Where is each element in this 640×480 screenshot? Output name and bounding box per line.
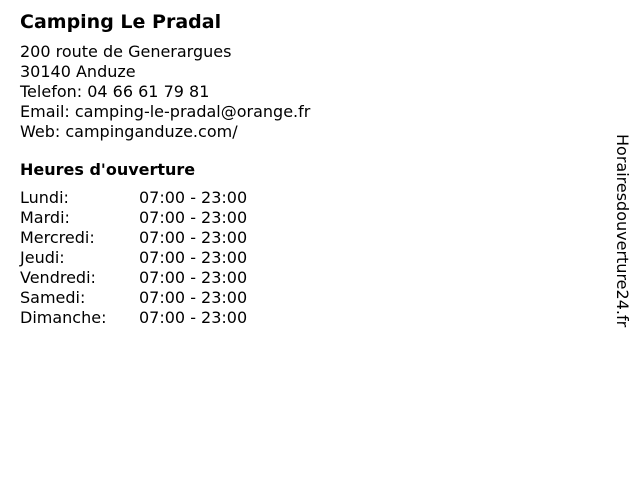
hours-row-tuesday — [20, 208, 580, 228]
email-line: Email: camping-le-pradal@orange.fr — [20, 102, 311, 121]
day-label: Samedi: — [20, 288, 86, 307]
time-range: 07:00 - 23:00 — [139, 308, 248, 327]
hours-table — [20, 188, 580, 328]
time-range: 07:00 - 23:00 — [139, 268, 248, 287]
web-line: Web: campinganduze.com/ — [20, 122, 238, 141]
time-range: 07:00 - 23:00 — [139, 228, 248, 247]
address-city: 30140 Anduze — [20, 62, 136, 81]
business-name: Camping Le Pradal — [20, 11, 222, 33]
hours-row-thursday — [20, 248, 580, 268]
business-card — [20, 10, 580, 328]
hours-row-monday — [20, 188, 580, 208]
address-street: 200 route de Generargues — [20, 42, 232, 61]
day-label: Dimanche: — [20, 308, 107, 327]
hours-row-wednesday — [20, 228, 580, 248]
time-range: 07:00 - 23:00 — [139, 248, 248, 267]
time-range: 07:00 - 23:00 — [139, 188, 248, 207]
day-label: Mardi: — [20, 208, 70, 227]
hours-row-saturday — [20, 288, 580, 308]
time-range: 07:00 - 23:00 — [139, 288, 248, 307]
day-label: Mercredi: — [20, 228, 95, 247]
hours-row-sunday — [20, 308, 580, 328]
hours-row-friday — [20, 268, 580, 288]
hours-heading: Heures d'ouverture — [20, 160, 196, 179]
day-label: Vendredi: — [20, 268, 96, 287]
day-label: Lundi: — [20, 188, 69, 207]
address-block — [20, 42, 580, 142]
site-watermark: Horairesdouverture24.fr — [613, 134, 632, 328]
time-range: 07:00 - 23:00 — [139, 208, 248, 227]
day-label: Jeudi: — [20, 248, 65, 267]
phone-line: Telefon: 04 66 61 79 81 — [20, 82, 210, 101]
